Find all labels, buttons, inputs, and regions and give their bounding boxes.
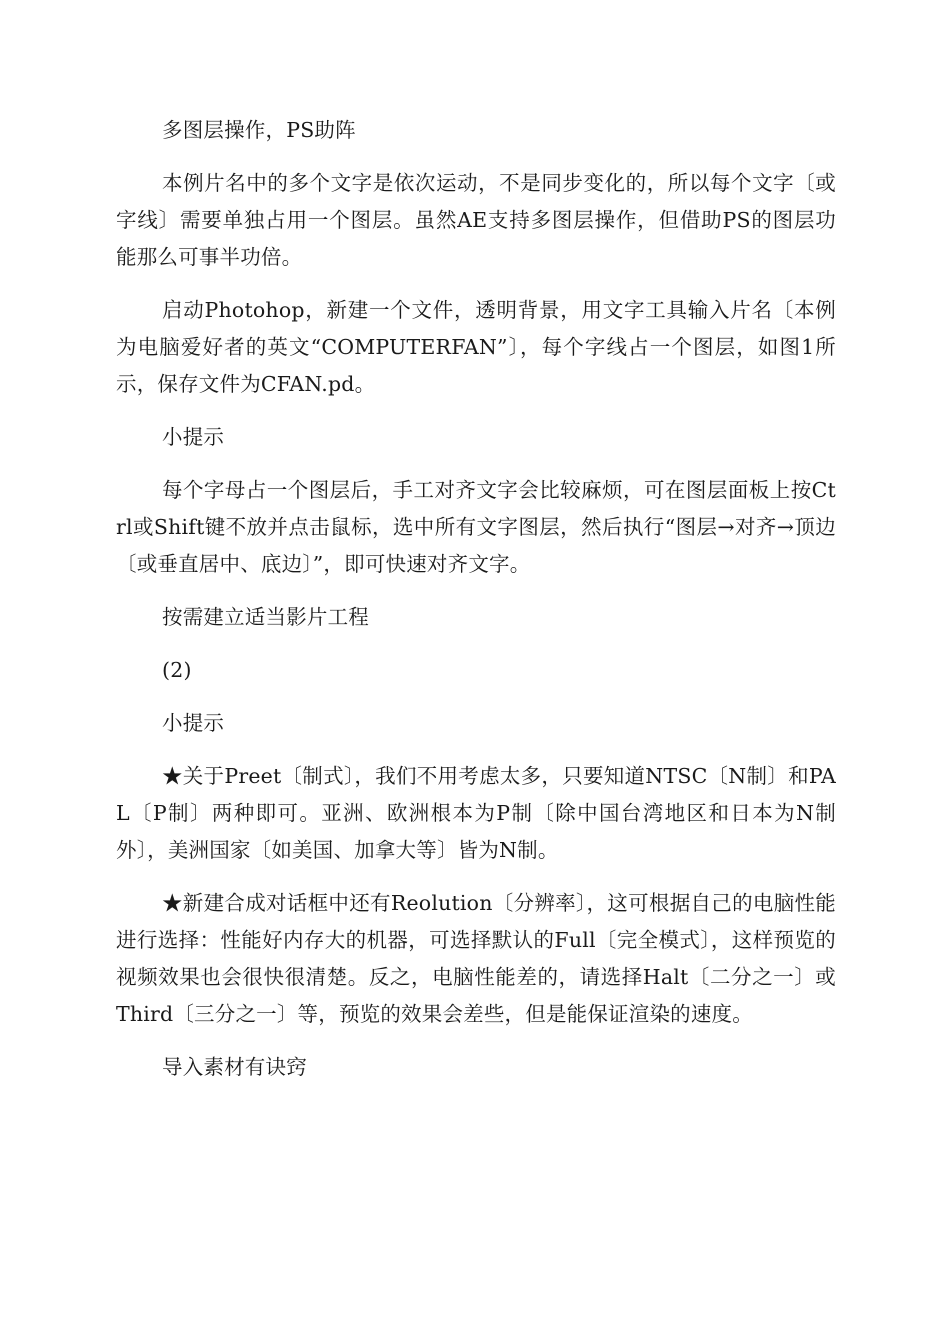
- figure-reference: (2): [162, 658, 192, 682]
- paragraph-preset-tip: ★关于Preet〔制式〕，我们不用考虑太多，只要知道NTSC〔N制〕和PAL〔P制〕两种即可。亚洲、欧洲根本为P制〔除中国台湾地区和日本为N制外〕，美洲国家〔如美国、加拿大等〕皆为N制。: [116, 764, 836, 862]
- section-heading-multi-layer: 多图层操作，PS助阵: [162, 118, 356, 142]
- document-body: [116, 112, 836, 1102]
- section-heading-import: 导入素材有诀窍: [162, 1055, 307, 1079]
- tip-heading-2: 小提示: [162, 711, 225, 735]
- paragraph-resolution-tip: ★新建合成对话框中还有Reolution〔分辨率〕，这可根据自己的电脑性能进行选择：性能好内存大的机器，可选择默认的Full〔完全模式〕，这样预览的视频效果也会很快很清楚。反之，电脑性能差的，请选择Halt〔二分之一〕或Third〔三分之一〕等，预览的效果会差些，但是能保证渲染的速度。: [116, 891, 836, 1026]
- tip-heading-1: 小提示: [162, 425, 225, 449]
- paragraph-layers-intro: 本例片名中的多个文字是依次运动，不是同步变化的，所以每个文字〔或字线〕需要单独占用一个图层。虽然AE支持多图层操作，但借助PS的图层功能那么可事半功倍。: [116, 171, 836, 269]
- paragraph-photoshop-steps: 启动Photohop，新建一个文件，透明背景，用文字工具输入片名〔本例为电脑爱好者的英文“COMPUTERFAN”〕，每个字线占一个图层，如图1所示，保存文件为CFAN.pd。: [116, 298, 836, 396]
- section-heading-project: 按需建立适当影片工程: [162, 605, 369, 629]
- paragraph-align-tip: 每个字母占一个图层后，手工对齐文字会比较麻烦，可在图层面板上按Ctrl或Shift键不放并点击鼠标，选中所有文字图层，然后执行“图层→对齐→顶边〔或垂直居中、底边〕”，即可快速对齐文字。: [116, 478, 836, 576]
